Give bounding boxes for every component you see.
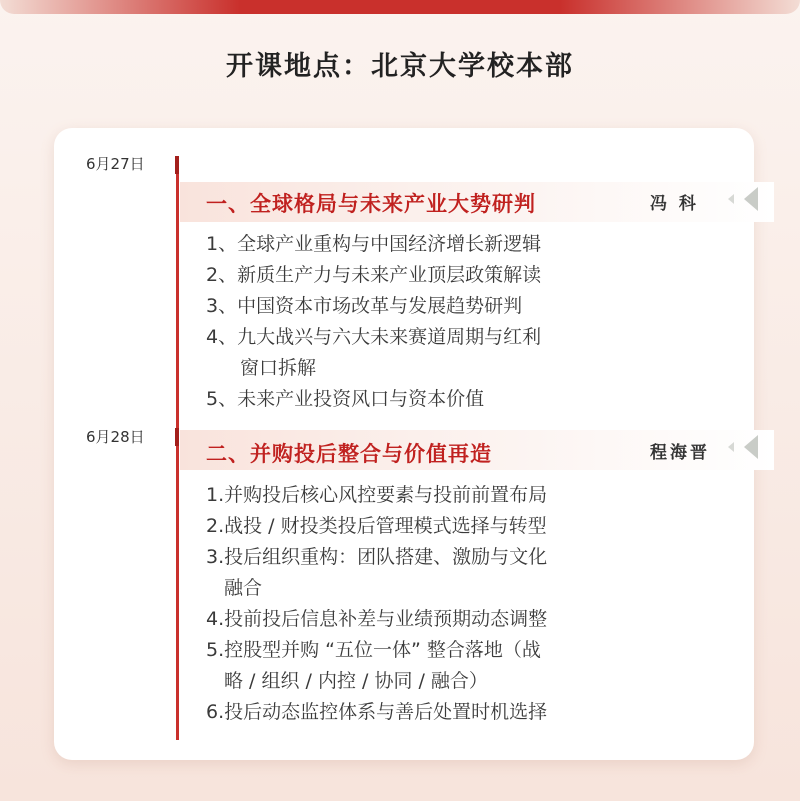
list-item: 4、九大战兴与六大未来赛道周期与红利 窗口拆解 [206, 326, 542, 379]
timeline-marker [175, 156, 179, 174]
arrow-icon [728, 442, 734, 452]
timeline-marker [175, 428, 179, 446]
list-item: 3、中国资本市场改革与发展趋势研判 [206, 295, 523, 317]
section-title: 二、并购投后整合与价值再造 [206, 442, 492, 466]
list-item: 3.投后组织重构：团队搭建、激励与文化 融合 [206, 546, 548, 599]
topic-list [206, 229, 541, 415]
topic-list [206, 480, 547, 728]
arrow-icon [728, 194, 734, 204]
course-location: 开课地点：北京大学校本部 [226, 51, 574, 82]
timeline-line [176, 156, 179, 740]
session-date: 6月28日 [86, 428, 145, 446]
teacher-name: 冯 科 [650, 194, 699, 214]
session-date: 6月27日 [86, 155, 145, 173]
list-item: 1、全球产业重构与中国经济增长新逻辑 [206, 233, 542, 255]
list-item: 2.战投 / 财投类投后管理模式选择与转型 [206, 515, 547, 537]
list-item: 6.投后动态监控体系与善后处置时机选择 [206, 701, 548, 723]
list-item: 2、新质生产力与未来产业顶层政策解读 [206, 264, 542, 286]
teacher-name: 程海晋 [650, 443, 710, 463]
list-item: 5.控股型并购 “五位一体” 整合落地（战 略 / 组织 / 内控 / 协同 / 融合） [206, 639, 541, 692]
list-item: 1.并购投后核心风控要素与投前前置布局 [206, 484, 548, 506]
section-title: 一、全球格局与未来产业大势研判 [206, 192, 536, 216]
list-item: 5、未来产业投资风口与资本价值 [206, 388, 485, 410]
top-decor-bar [0, 0, 800, 14]
arrow-icon [744, 187, 758, 211]
arrow-icon [744, 435, 758, 459]
list-item: 4.投前投后信息补差与业绩预期动态调整 [206, 608, 548, 630]
